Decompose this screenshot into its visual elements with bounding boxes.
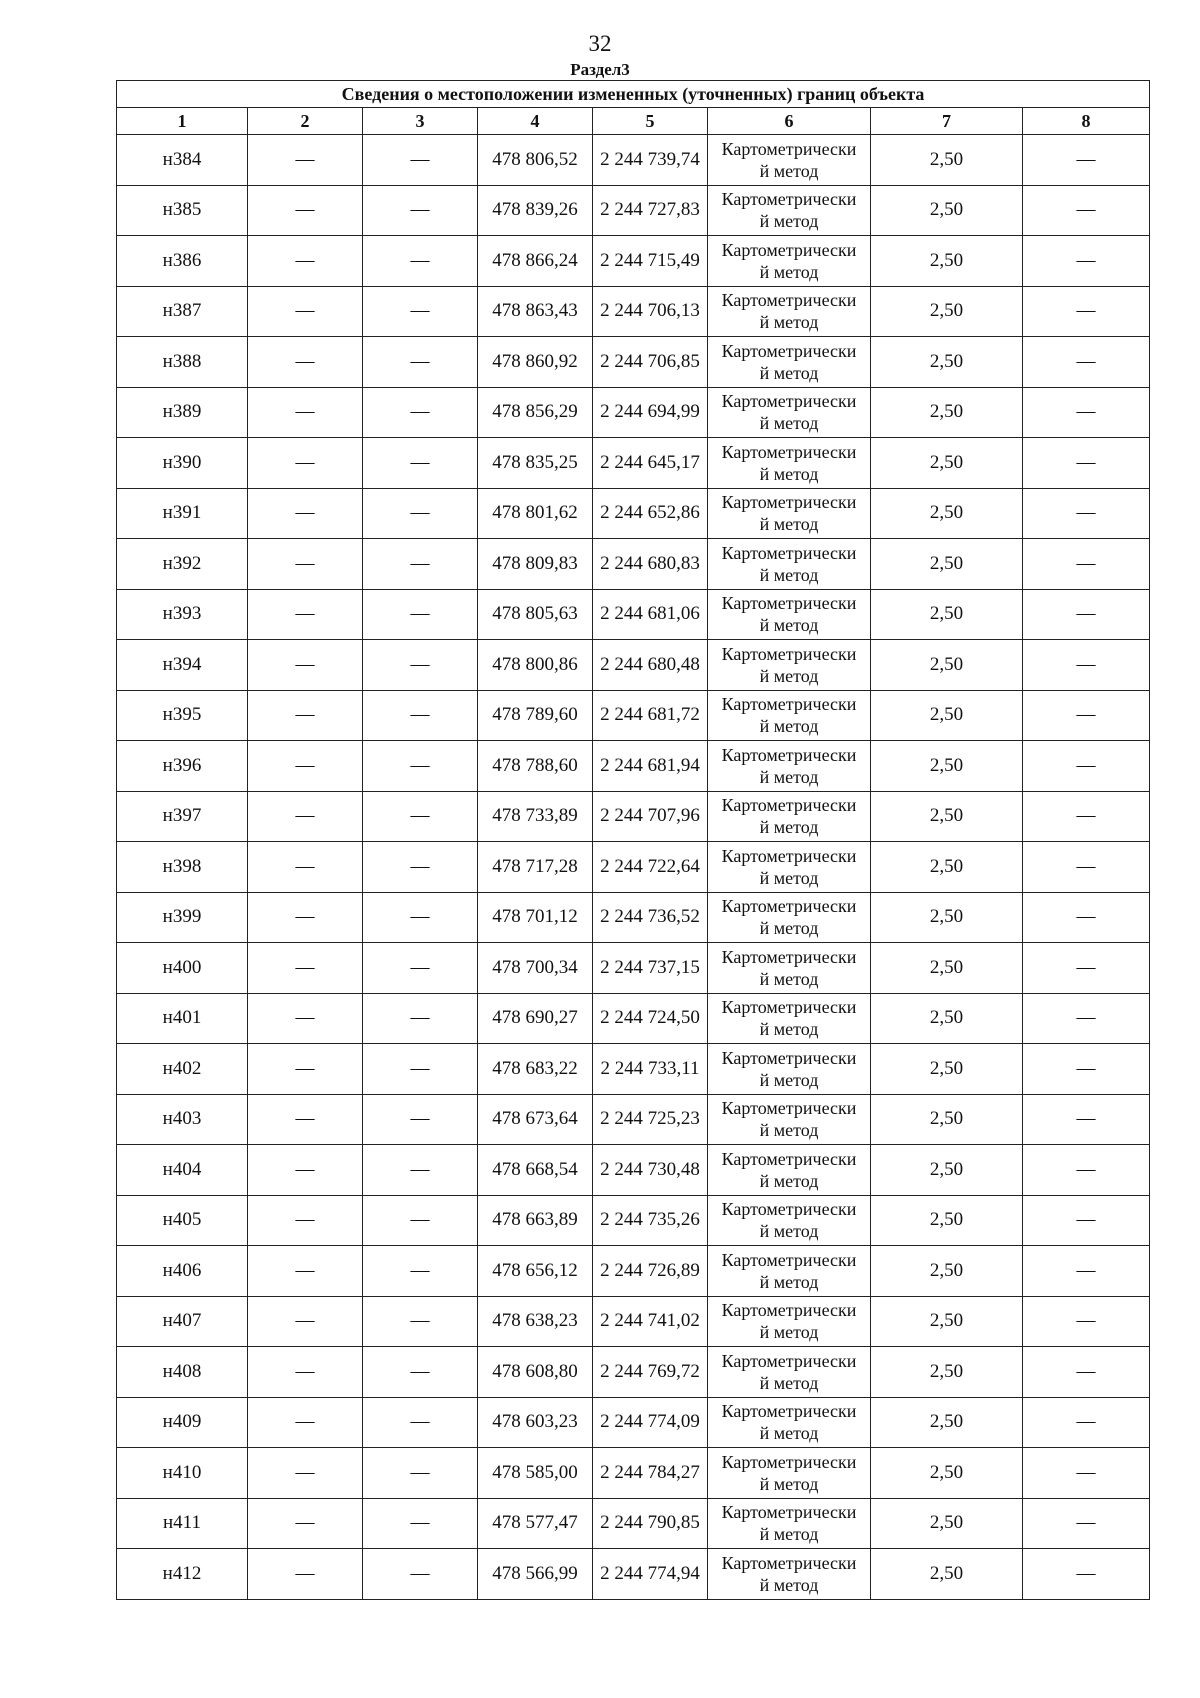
table-row: [117, 387, 1150, 438]
col8-cell: —: [1023, 1195, 1150, 1246]
col3-cell: —: [363, 640, 478, 691]
point-id-cell: н412: [117, 1549, 248, 1600]
y-coordinate-cell: 2 244 784,27: [593, 1448, 708, 1499]
accuracy-cell: 2,50: [871, 993, 1023, 1044]
point-id-cell: н394: [117, 640, 248, 691]
method-cell: Картометрически й метод: [708, 842, 871, 893]
x-coordinate-cell: 478 866,24: [478, 236, 593, 287]
y-coordinate-cell: 2 244 726,89: [593, 1246, 708, 1297]
y-coordinate-cell: 2 244 680,83: [593, 539, 708, 590]
table-row: [117, 943, 1150, 994]
col3-cell: —: [363, 690, 478, 741]
y-coordinate-cell: 2 244 735,26: [593, 1195, 708, 1246]
accuracy-cell: 2,50: [871, 286, 1023, 337]
col2-cell: —: [248, 741, 363, 792]
accuracy-cell: 2,50: [871, 1549, 1023, 1600]
page-number: 32: [588, 31, 612, 56]
col8-cell: —: [1023, 690, 1150, 741]
point-id-cell: н405: [117, 1195, 248, 1246]
col2-cell: —: [248, 1549, 363, 1600]
point-id-cell: н395: [117, 690, 248, 741]
col2-cell: —: [248, 185, 363, 236]
table-row: [117, 286, 1150, 337]
column-header: 8: [1023, 108, 1150, 135]
x-coordinate-cell: 478 733,89: [478, 791, 593, 842]
y-coordinate-cell: 2 244 733,11: [593, 1044, 708, 1095]
col8-cell: —: [1023, 488, 1150, 539]
col3-cell: —: [363, 488, 478, 539]
col2-cell: —: [248, 1145, 363, 1196]
column-header: 6: [708, 108, 871, 135]
method-cell: Картометрически й метод: [708, 589, 871, 640]
y-coordinate-cell: 2 244 730,48: [593, 1145, 708, 1196]
col3-cell: —: [363, 387, 478, 438]
point-id-cell: н390: [117, 438, 248, 489]
col2-cell: —: [248, 993, 363, 1044]
y-coordinate-cell: 2 244 706,85: [593, 337, 708, 388]
col3-cell: —: [363, 842, 478, 893]
x-coordinate-cell: 478 585,00: [478, 1448, 593, 1499]
table-row: [117, 1195, 1150, 1246]
y-coordinate-cell: 2 244 707,96: [593, 791, 708, 842]
x-coordinate-cell: 478 683,22: [478, 1044, 593, 1095]
col3-cell: —: [363, 135, 478, 186]
col2-cell: —: [248, 286, 363, 337]
table-row: [117, 690, 1150, 741]
table-row: [117, 892, 1150, 943]
point-id-cell: н401: [117, 993, 248, 1044]
table-row: [117, 1094, 1150, 1145]
x-coordinate-cell: 478 656,12: [478, 1246, 593, 1297]
y-coordinate-cell: 2 244 681,94: [593, 741, 708, 792]
col3-cell: —: [363, 1296, 478, 1347]
accuracy-cell: 2,50: [871, 1145, 1023, 1196]
method-cell: Картометрически й метод: [708, 438, 871, 489]
point-id-cell: н385: [117, 185, 248, 236]
accuracy-cell: 2,50: [871, 842, 1023, 893]
y-coordinate-cell: 2 244 706,13: [593, 286, 708, 337]
accuracy-cell: 2,50: [871, 1397, 1023, 1448]
accuracy-cell: 2,50: [871, 1347, 1023, 1398]
col3-cell: —: [363, 1397, 478, 1448]
point-id-cell: н393: [117, 589, 248, 640]
col3-cell: —: [363, 286, 478, 337]
x-coordinate-cell: 478 860,92: [478, 337, 593, 388]
y-coordinate-cell: 2 244 725,23: [593, 1094, 708, 1145]
table-row: [117, 1498, 1150, 1549]
y-coordinate-cell: 2 244 652,86: [593, 488, 708, 539]
x-coordinate-cell: 478 835,25: [478, 438, 593, 489]
x-coordinate-cell: 478 638,23: [478, 1296, 593, 1347]
x-coordinate-cell: 478 856,29: [478, 387, 593, 438]
method-cell: Картометрически й метод: [708, 539, 871, 590]
x-coordinate-cell: 478 566,99: [478, 1549, 593, 1600]
column-header: 4: [478, 108, 593, 135]
col8-cell: —: [1023, 286, 1150, 337]
col8-cell: —: [1023, 1397, 1150, 1448]
x-coordinate-cell: 478 800,86: [478, 640, 593, 691]
col8-cell: —: [1023, 1296, 1150, 1347]
x-coordinate-cell: 478 608,80: [478, 1347, 593, 1398]
method-cell: Картометрически й метод: [708, 1448, 871, 1499]
col8-cell: —: [1023, 791, 1150, 842]
accuracy-cell: 2,50: [871, 387, 1023, 438]
table-row: [117, 1549, 1150, 1600]
x-coordinate-cell: 478 663,89: [478, 1195, 593, 1246]
accuracy-cell: 2,50: [871, 438, 1023, 489]
x-coordinate-cell: 478 717,28: [478, 842, 593, 893]
col3-cell: —: [363, 1145, 478, 1196]
col2-cell: —: [248, 943, 363, 994]
table-row: [117, 1044, 1150, 1095]
method-cell: Картометрически й метод: [708, 135, 871, 186]
method-cell: Картометрически й метод: [708, 690, 871, 741]
col8-cell: —: [1023, 387, 1150, 438]
x-coordinate-cell: 478 806,52: [478, 135, 593, 186]
col3-cell: —: [363, 337, 478, 388]
x-coordinate-cell: 478 668,54: [478, 1145, 593, 1196]
x-coordinate-cell: 478 839,26: [478, 185, 593, 236]
table-row: [117, 539, 1150, 590]
method-cell: Картометрически й метод: [708, 791, 871, 842]
table-row: [117, 842, 1150, 893]
table-row: [117, 1397, 1150, 1448]
table-row: [117, 236, 1150, 287]
col3-cell: —: [363, 1195, 478, 1246]
point-id-cell: н388: [117, 337, 248, 388]
y-coordinate-cell: 2 244 774,09: [593, 1397, 708, 1448]
point-id-cell: н404: [117, 1145, 248, 1196]
y-coordinate-cell: 2 244 680,48: [593, 640, 708, 691]
col2-cell: —: [248, 640, 363, 691]
table-row: [117, 488, 1150, 539]
point-id-cell: н400: [117, 943, 248, 994]
method-cell: Картометрически й метод: [708, 1347, 871, 1398]
table-row: [117, 337, 1150, 388]
table-row: [117, 1347, 1150, 1398]
point-id-cell: н406: [117, 1246, 248, 1297]
point-id-cell: н396: [117, 741, 248, 792]
point-id-cell: н392: [117, 539, 248, 590]
col2-cell: —: [248, 539, 363, 590]
method-cell: Картометрически й метод: [708, 1195, 871, 1246]
accuracy-cell: 2,50: [871, 1448, 1023, 1499]
section-label: Раздел3: [570, 60, 630, 79]
col3-cell: —: [363, 1347, 478, 1398]
table-row: [117, 741, 1150, 792]
col8-cell: —: [1023, 589, 1150, 640]
x-coordinate-cell: 478 577,47: [478, 1498, 593, 1549]
col2-cell: —: [248, 842, 363, 893]
y-coordinate-cell: 2 244 769,72: [593, 1347, 708, 1398]
point-id-cell: н391: [117, 488, 248, 539]
x-coordinate-cell: 478 809,83: [478, 539, 593, 590]
col3-cell: —: [363, 589, 478, 640]
accuracy-cell: 2,50: [871, 741, 1023, 792]
method-cell: Картометрически й метод: [708, 1145, 871, 1196]
table-row: [117, 438, 1150, 489]
x-coordinate-cell: 478 700,34: [478, 943, 593, 994]
col2-cell: —: [248, 1347, 363, 1398]
col8-cell: —: [1023, 135, 1150, 186]
col8-cell: —: [1023, 943, 1150, 994]
column-header: 7: [871, 108, 1023, 135]
y-coordinate-cell: 2 244 737,15: [593, 943, 708, 994]
method-cell: Картометрически й метод: [708, 337, 871, 388]
point-id-cell: н411: [117, 1498, 248, 1549]
accuracy-cell: 2,50: [871, 791, 1023, 842]
col2-cell: —: [248, 387, 363, 438]
col2-cell: —: [248, 488, 363, 539]
point-id-cell: н409: [117, 1397, 248, 1448]
method-cell: Картометрически й метод: [708, 741, 871, 792]
y-coordinate-cell: 2 244 694,99: [593, 387, 708, 438]
table-row: [117, 185, 1150, 236]
col3-cell: —: [363, 791, 478, 842]
col8-cell: —: [1023, 1448, 1150, 1499]
method-cell: Картометрически й метод: [708, 1498, 871, 1549]
col8-cell: —: [1023, 438, 1150, 489]
y-coordinate-cell: 2 244 645,17: [593, 438, 708, 489]
column-header: 1: [117, 108, 248, 135]
accuracy-cell: 2,50: [871, 943, 1023, 994]
col2-cell: —: [248, 791, 363, 842]
x-coordinate-cell: 478 690,27: [478, 993, 593, 1044]
point-id-cell: н410: [117, 1448, 248, 1499]
col3-cell: —: [363, 1498, 478, 1549]
method-cell: Картометрически й метод: [708, 185, 871, 236]
col8-cell: —: [1023, 640, 1150, 691]
col8-cell: —: [1023, 1094, 1150, 1145]
column-header: 2: [248, 108, 363, 135]
y-coordinate-cell: 2 244 715,49: [593, 236, 708, 287]
point-id-cell: н399: [117, 892, 248, 943]
col2-cell: —: [248, 337, 363, 388]
method-cell: Картометрически й метод: [708, 488, 871, 539]
point-id-cell: н403: [117, 1094, 248, 1145]
x-coordinate-cell: 478 603,23: [478, 1397, 593, 1448]
table-title-row: [117, 81, 1150, 108]
y-coordinate-cell: 2 244 724,50: [593, 993, 708, 1044]
method-cell: Картометрически й метод: [708, 892, 871, 943]
y-coordinate-cell: 2 244 739,74: [593, 135, 708, 186]
col8-cell: —: [1023, 1347, 1150, 1398]
method-cell: Картометрически й метод: [708, 1296, 871, 1347]
x-coordinate-cell: 478 789,60: [478, 690, 593, 741]
col2-cell: —: [248, 236, 363, 287]
col8-cell: —: [1023, 1246, 1150, 1297]
point-id-cell: н407: [117, 1296, 248, 1347]
method-cell: Картометрически й метод: [708, 993, 871, 1044]
col3-cell: —: [363, 741, 478, 792]
accuracy-cell: 2,50: [871, 690, 1023, 741]
method-cell: Картометрически й метод: [708, 640, 871, 691]
col2-cell: —: [248, 135, 363, 186]
x-coordinate-cell: 478 788,60: [478, 741, 593, 792]
x-coordinate-cell: 478 673,64: [478, 1094, 593, 1145]
y-coordinate-cell: 2 244 727,83: [593, 185, 708, 236]
col8-cell: —: [1023, 185, 1150, 236]
col3-cell: —: [363, 1448, 478, 1499]
col8-cell: —: [1023, 1145, 1150, 1196]
accuracy-cell: 2,50: [871, 1498, 1023, 1549]
method-cell: Картометрически й метод: [708, 1246, 871, 1297]
point-id-cell: н402: [117, 1044, 248, 1095]
point-id-cell: н384: [117, 135, 248, 186]
col8-cell: —: [1023, 1549, 1150, 1600]
y-coordinate-cell: 2 244 790,85: [593, 1498, 708, 1549]
column-header: 5: [593, 108, 708, 135]
col8-cell: —: [1023, 741, 1150, 792]
column-number-row: [117, 108, 1150, 135]
col8-cell: —: [1023, 236, 1150, 287]
col2-cell: —: [248, 1448, 363, 1499]
method-cell: Картометрически й метод: [708, 943, 871, 994]
y-coordinate-cell: 2 244 774,94: [593, 1549, 708, 1600]
table-row: [117, 135, 1150, 186]
accuracy-cell: 2,50: [871, 892, 1023, 943]
column-header: 3: [363, 108, 478, 135]
accuracy-cell: 2,50: [871, 640, 1023, 691]
x-coordinate-cell: 478 805,63: [478, 589, 593, 640]
col8-cell: —: [1023, 1044, 1150, 1095]
col3-cell: —: [363, 1246, 478, 1297]
method-cell: Картометрически й метод: [708, 1044, 871, 1095]
point-id-cell: н408: [117, 1347, 248, 1398]
table-row: [117, 1448, 1150, 1499]
accuracy-cell: 2,50: [871, 488, 1023, 539]
table-row: [117, 1145, 1150, 1196]
y-coordinate-cell: 2 244 736,52: [593, 892, 708, 943]
y-coordinate-cell: 2 244 722,64: [593, 842, 708, 893]
col2-cell: —: [248, 1195, 363, 1246]
table-body: [117, 135, 1150, 1600]
y-coordinate-cell: 2 244 681,06: [593, 589, 708, 640]
point-id-cell: н386: [117, 236, 248, 287]
col8-cell: —: [1023, 892, 1150, 943]
col3-cell: —: [363, 1044, 478, 1095]
col3-cell: —: [363, 438, 478, 489]
accuracy-cell: 2,50: [871, 589, 1023, 640]
col2-cell: —: [248, 589, 363, 640]
method-cell: Картометрически й метод: [708, 1549, 871, 1600]
boundary-coordinates-table: [116, 80, 1150, 1600]
col3-cell: —: [363, 539, 478, 590]
method-cell: Картометрически й метод: [708, 236, 871, 287]
col2-cell: —: [248, 1498, 363, 1549]
method-cell: Картометрически й метод: [708, 286, 871, 337]
col2-cell: —: [248, 690, 363, 741]
accuracy-cell: 2,50: [871, 1296, 1023, 1347]
col3-cell: —: [363, 993, 478, 1044]
accuracy-cell: 2,50: [871, 1246, 1023, 1297]
point-id-cell: н397: [117, 791, 248, 842]
accuracy-cell: 2,50: [871, 135, 1023, 186]
x-coordinate-cell: 478 701,12: [478, 892, 593, 943]
col2-cell: —: [248, 1094, 363, 1145]
table-row: [117, 640, 1150, 691]
col3-cell: —: [363, 236, 478, 287]
table-title: Сведения о местоположении измененных (уточненных) границ объекта: [117, 81, 1150, 108]
table-row: [117, 791, 1150, 842]
col2-cell: —: [248, 1044, 363, 1095]
col3-cell: —: [363, 1094, 478, 1145]
table-row: [117, 1296, 1150, 1347]
col2-cell: —: [248, 438, 363, 489]
col2-cell: —: [248, 1246, 363, 1297]
x-coordinate-cell: 478 801,62: [478, 488, 593, 539]
method-cell: Картометрически й метод: [708, 1397, 871, 1448]
method-cell: Картометрически й метод: [708, 1094, 871, 1145]
col8-cell: —: [1023, 1498, 1150, 1549]
col2-cell: —: [248, 1296, 363, 1347]
accuracy-cell: 2,50: [871, 539, 1023, 590]
point-id-cell: н389: [117, 387, 248, 438]
table-row: [117, 1246, 1150, 1297]
col8-cell: —: [1023, 539, 1150, 590]
col8-cell: —: [1023, 842, 1150, 893]
point-id-cell: н398: [117, 842, 248, 893]
method-cell: Картометрически й метод: [708, 387, 871, 438]
accuracy-cell: 2,50: [871, 185, 1023, 236]
col2-cell: —: [248, 892, 363, 943]
y-coordinate-cell: 2 244 741,02: [593, 1296, 708, 1347]
col2-cell: —: [248, 1397, 363, 1448]
accuracy-cell: 2,50: [871, 337, 1023, 388]
col3-cell: —: [363, 185, 478, 236]
accuracy-cell: 2,50: [871, 1195, 1023, 1246]
x-coordinate-cell: 478 863,43: [478, 286, 593, 337]
col8-cell: —: [1023, 993, 1150, 1044]
table-row: [117, 589, 1150, 640]
col3-cell: —: [363, 943, 478, 994]
accuracy-cell: 2,50: [871, 1044, 1023, 1095]
col8-cell: —: [1023, 337, 1150, 388]
table-row: [117, 993, 1150, 1044]
col3-cell: —: [363, 1549, 478, 1600]
accuracy-cell: 2,50: [871, 236, 1023, 287]
y-coordinate-cell: 2 244 681,72: [593, 690, 708, 741]
col3-cell: —: [363, 892, 478, 943]
accuracy-cell: 2,50: [871, 1094, 1023, 1145]
point-id-cell: н387: [117, 286, 248, 337]
